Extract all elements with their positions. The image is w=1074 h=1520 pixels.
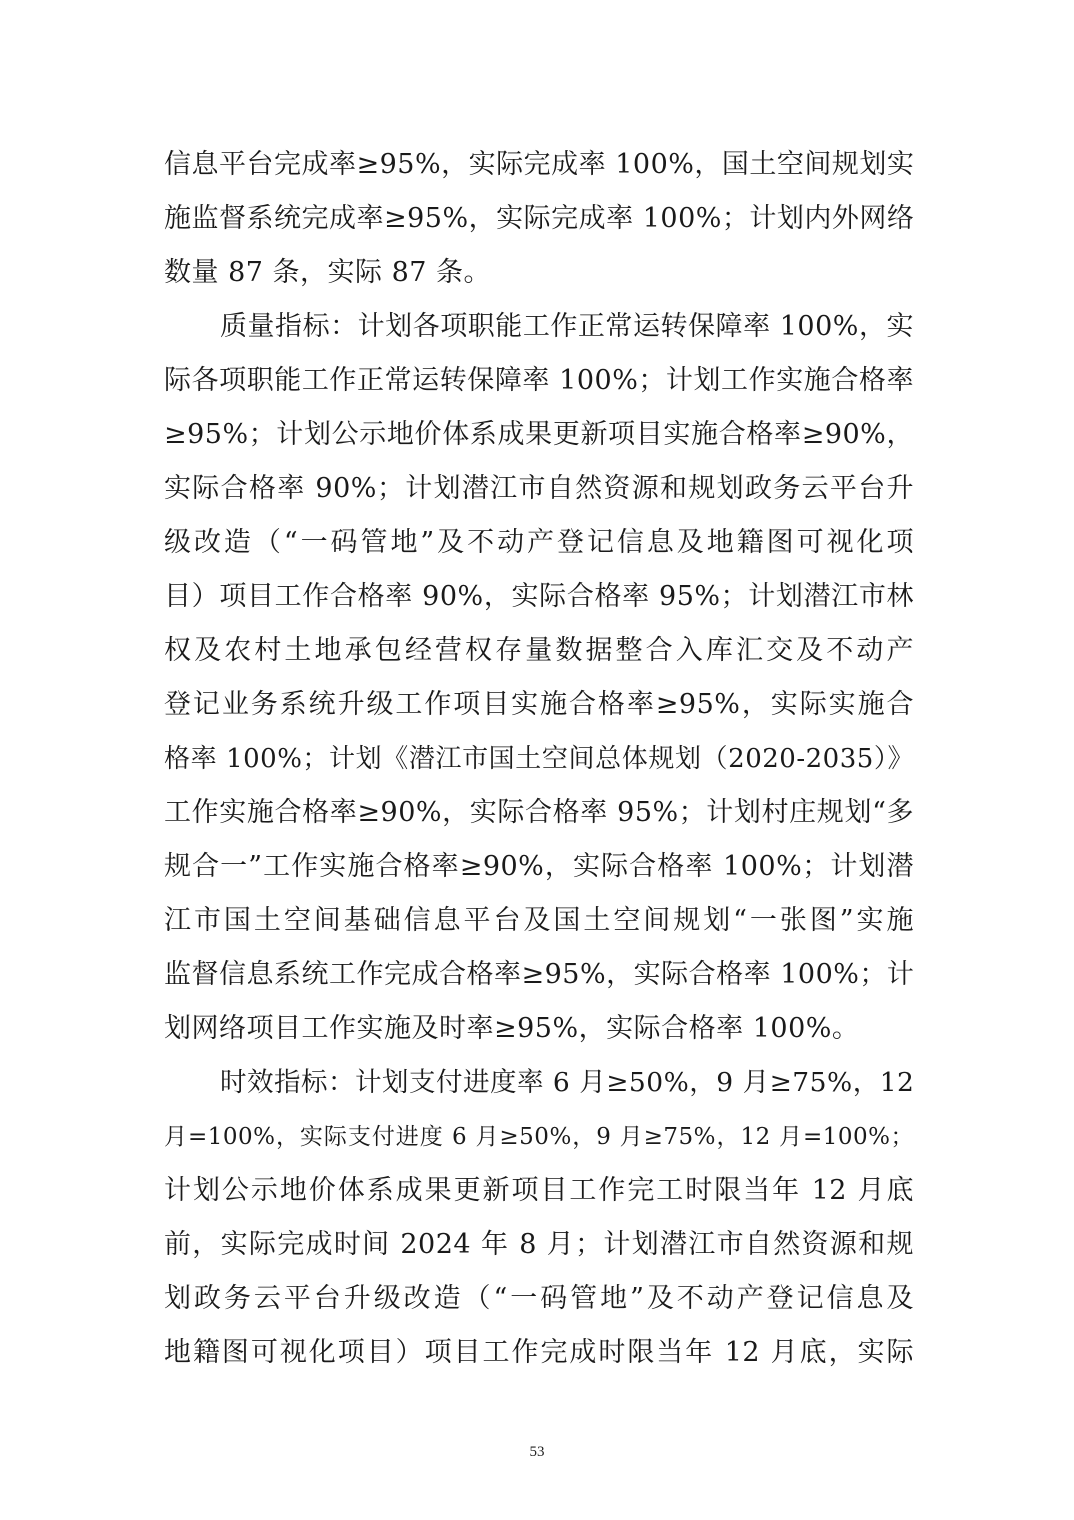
paragraph-quality-indicators: 质量指标：计划各项职能工作正常运转保障率 100%，实 <box>220 311 914 342</box>
text-line: 权及农村土地承包经营权存量数据整合入库汇交及不动产 <box>164 635 914 666</box>
text-line: 江市国土空间基础信息平台及国土空间规划“一张图”实施 <box>164 905 914 936</box>
text-line: 工作实施合格率≥90%，实际合格率 95%；计划村庄规划“多 <box>164 797 914 828</box>
text-line: 月=100%，实际支付进度 6 月≥50%，9 月≥75%，12 月=100%； <box>164 1124 914 1150</box>
body-text <box>164 138 914 1380</box>
text-line: 计划公示地价体系成果更新项目工作完工时限当年 12 月底 <box>164 1175 914 1206</box>
text-line: 地籍图可视化项目）项目工作完成时限当年 12 月底，实际 <box>164 1337 914 1368</box>
text-line: 实际合格率 90%；计划潜江市自然资源和规划政务云平台升 <box>164 473 914 504</box>
text-line: 信息平台完成率≥95%，实际完成率 100%，国土空间规划实 <box>164 149 914 180</box>
text-line: 数量 87 条，实际 87 条。 <box>164 257 492 288</box>
text-line: 格率 100%；计划《潜江市国土空间总体规划（2020-2035）》 <box>164 744 914 774</box>
text-line: 登记业务系统升级工作项目实施合格率≥95%，实际实施合 <box>164 689 914 720</box>
text-line: 划网络项目工作实施及时率≥95%，实际合格率 100%。 <box>164 1013 860 1044</box>
text-line: 规合一”工作实施合格率≥90%，实际合格率 100%；计划潜 <box>164 851 914 882</box>
paragraph-timeliness-indicators: 时效指标：计划支付进度率 6 月≥50%，9 月≥75%，12 <box>220 1067 914 1098</box>
text-line: 划政务云平台升级改造（“一码管地”及不动产登记信息及 <box>164 1283 914 1314</box>
text-line: 前，实际完成时间 2024 年 8 月；计划潜江市自然资源和规 <box>164 1229 914 1260</box>
text-line: 监督信息系统工作完成合格率≥95%，实际合格率 100%；计 <box>164 959 914 990</box>
text-line: 际各项职能工作正常运转保障率 100%；计划工作实施合格率 <box>164 365 914 396</box>
page-number: 53 <box>529 1444 545 1460</box>
text-line: 施监督系统完成率≥95%，实际完成率 100%；计划内外网络 <box>164 203 914 234</box>
text-line: 目）项目工作合格率 90%，实际合格率 95%；计划潜江市林 <box>164 581 914 612</box>
text-line: 级改造（“一码管地”及不动产登记信息及地籍图可视化项 <box>164 527 914 558</box>
text-line: ≥95%；计划公示地价体系成果更新项目实施合格率≥90%， <box>164 419 914 450</box>
